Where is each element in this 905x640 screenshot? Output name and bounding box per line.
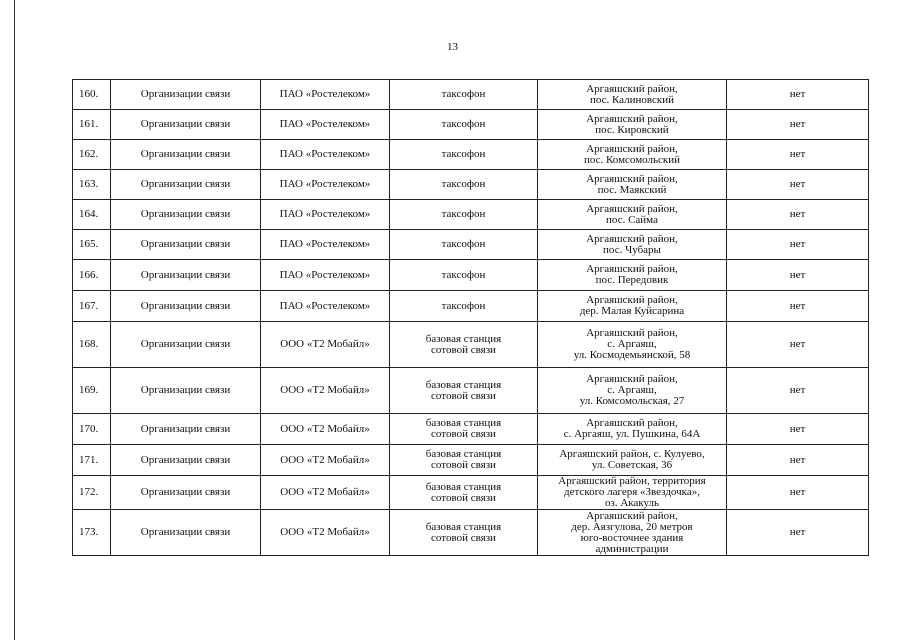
address-cell-line: пос. Сайма <box>606 213 658 226</box>
address-cell-line: с. Аргаяш, <box>607 338 657 350</box>
object-type-cell <box>390 322 538 368</box>
table-row <box>73 80 869 110</box>
operator-cell: ПАО «Ростелеком» <box>261 80 390 110</box>
address-cell-line: Аргаяшский район, <box>586 373 678 385</box>
object-type-cell <box>390 291 538 322</box>
object-type-cell <box>390 80 538 110</box>
object-type-cell-line: таксофон <box>441 268 486 281</box>
address-cell-line: Аргаяшский район, <box>586 294 678 306</box>
address-cell-line: ул. Комсомольская, 27 <box>579 395 685 407</box>
object-type-cell-line: сотовой связи <box>431 491 496 504</box>
address-cell-line: дер. Малая Куйсарина <box>579 305 685 317</box>
registry-table-body <box>73 80 869 556</box>
address-cell <box>538 260 727 291</box>
object-type-cell <box>390 200 538 230</box>
registry-table <box>72 79 869 556</box>
object-type-cell-line: таксофон <box>441 299 486 312</box>
address-cell-line: Аргаяшский район, с. Кулуево, <box>559 448 705 460</box>
object-type-cell <box>390 445 538 476</box>
address-cell-line: пос. Комсомольский <box>583 153 681 166</box>
object-type-cell <box>390 368 538 414</box>
address-cell-line: юго-восточнее здания <box>580 531 684 544</box>
operator-cell: ООО «Т2 Мобайл» <box>261 445 390 476</box>
address-cell-line: пос. Маякский <box>597 183 667 196</box>
object-type-cell-line: сотовой связи <box>431 531 496 544</box>
object-type-cell-line: базовая станция <box>425 417 502 429</box>
operator-cell: ООО «Т2 Мобайл» <box>261 476 390 510</box>
table-row <box>73 170 869 200</box>
object-type-cell <box>390 414 538 445</box>
category-cell: Организации связи <box>111 445 261 476</box>
page-edge-line <box>14 0 15 640</box>
object-type-cell <box>390 140 538 170</box>
operator-cell: ПАО «Ростелеком» <box>261 230 390 260</box>
row-number-cell: 168. <box>73 322 111 368</box>
category-cell: Организации связи <box>111 368 261 414</box>
table-row <box>73 414 869 445</box>
object-type-cell <box>390 110 538 140</box>
address-cell <box>538 510 727 556</box>
row-number-cell: 170. <box>73 414 111 445</box>
object-type-cell-line: базовая станция <box>425 520 502 533</box>
table-row <box>73 445 869 476</box>
page-number: 13 <box>447 41 458 53</box>
address-cell <box>538 230 727 260</box>
status-cell: нет <box>727 80 869 110</box>
row-number-cell: 160. <box>73 80 111 110</box>
category-cell: Организации связи <box>111 260 261 291</box>
row-number-cell: 173. <box>73 510 111 556</box>
table-row <box>73 368 869 414</box>
address-cell-line: оз. Акакуль <box>604 497 660 509</box>
address-cell-line: пос. Передовик <box>595 274 669 286</box>
operator-cell: ПАО «Ростелеком» <box>261 110 390 140</box>
address-cell-line: с. Аргаяш, ул. Пушкина, 64А <box>563 428 701 440</box>
row-number-cell: 165. <box>73 230 111 260</box>
address-cell-line: Аргаяшский район, <box>586 112 678 125</box>
row-number-cell: 169. <box>73 368 111 414</box>
address-cell <box>538 80 727 110</box>
status-cell: нет <box>727 322 869 368</box>
object-type-cell-line: таксофон <box>441 238 486 250</box>
category-cell: Организации связи <box>111 110 261 140</box>
address-cell <box>538 476 727 510</box>
row-number-cell: 161. <box>73 110 111 140</box>
status-cell: нет <box>727 140 869 170</box>
object-type-cell-line: сотовой связи <box>431 343 496 356</box>
address-cell-line: ул. Советская, 36 <box>591 459 673 471</box>
object-type-cell-line: базовая станция <box>425 448 502 460</box>
operator-cell: ПАО «Ростелеком» <box>261 260 390 291</box>
address-cell-line: пос. Чубары <box>603 243 661 256</box>
row-number-cell: 162. <box>73 140 111 170</box>
object-type-cell-line: базовая станция <box>425 332 502 345</box>
category-cell: Организации связи <box>111 322 261 368</box>
object-type-cell-line: сотовой связи <box>431 459 496 471</box>
address-cell-line: Аргаяшский район, <box>586 82 678 95</box>
object-type-cell <box>390 510 538 556</box>
row-number-cell: 167. <box>73 291 111 322</box>
operator-cell: ООО «Т2 Мобайл» <box>261 368 390 414</box>
row-number-cell: 163. <box>73 170 111 200</box>
address-cell-line: пос. Кировский <box>595 123 669 136</box>
operator-cell: ПАО «Ростелеком» <box>261 170 390 200</box>
status-cell: нет <box>727 291 869 322</box>
table-row <box>73 230 869 260</box>
address-cell-line: Аргаяшский район, территория <box>558 475 706 487</box>
address-cell <box>538 322 727 368</box>
address-cell-line: Аргаяшский район, <box>586 202 678 215</box>
address-cell <box>538 414 727 445</box>
operator-cell: ПАО «Ростелеком» <box>261 200 390 230</box>
address-cell-line: Аргаяшский район, <box>586 327 678 339</box>
table-row <box>73 110 869 140</box>
status-cell: нет <box>727 230 869 260</box>
address-cell-line: ул. Космодемьянской, 58 <box>573 349 691 361</box>
table-row <box>73 510 869 556</box>
object-type-cell-line: таксофон <box>441 208 486 220</box>
table-row <box>73 291 869 322</box>
address-cell-line: с. Аргаяш, <box>607 384 657 396</box>
object-type-cell <box>390 170 538 200</box>
category-cell: Организации связи <box>111 291 261 322</box>
address-cell <box>538 200 727 230</box>
category-cell: Организации связи <box>111 414 261 445</box>
operator-cell: ПАО «Ростелеком» <box>261 291 390 322</box>
status-cell: нет <box>727 260 869 291</box>
address-cell-line: Аргаяшский район, <box>586 172 678 185</box>
operator-cell: ООО «Т2 Мобайл» <box>261 510 390 556</box>
status-cell: нет <box>727 476 869 510</box>
row-number-cell: 172. <box>73 476 111 510</box>
object-type-cell-line: таксофон <box>441 118 486 130</box>
operator-cell: ООО «Т2 Мобайл» <box>261 414 390 445</box>
object-type-cell-line: базовая станция <box>425 378 502 391</box>
row-number-cell: 171. <box>73 445 111 476</box>
operator-cell: ПАО «Ростелеком» <box>261 140 390 170</box>
category-cell: Организации связи <box>111 140 261 170</box>
category-cell: Организации связи <box>111 230 261 260</box>
status-cell: нет <box>727 170 869 200</box>
address-cell <box>538 368 727 414</box>
category-cell: Организации связи <box>111 510 261 556</box>
address-cell <box>538 291 727 322</box>
address-cell <box>538 170 727 200</box>
status-cell: нет <box>727 510 869 556</box>
status-cell: нет <box>727 445 869 476</box>
address-cell <box>538 110 727 140</box>
address-cell-line: Аргаяшский район, <box>586 232 678 245</box>
row-number-cell: 164. <box>73 200 111 230</box>
object-type-cell-line: таксофон <box>441 88 486 100</box>
table-row <box>73 322 869 368</box>
object-type-cell <box>390 476 538 510</box>
address-cell-line: Аргаяшский район, <box>586 142 678 155</box>
address-cell-line: администрации <box>595 542 669 555</box>
table-row <box>73 140 869 170</box>
status-cell: нет <box>727 110 869 140</box>
operator-cell: ООО «Т2 Мобайл» <box>261 322 390 368</box>
row-number-cell: 166. <box>73 260 111 291</box>
table-row <box>73 200 869 230</box>
address-cell-line: Аргаяшский район, <box>586 417 678 429</box>
address-cell-line: детского лагеря «Звездочка», <box>564 486 700 498</box>
status-cell: нет <box>727 200 869 230</box>
category-cell: Организации связи <box>111 80 261 110</box>
object-type-cell <box>390 230 538 260</box>
status-cell: нет <box>727 414 869 445</box>
address-cell-line: дер. Аязгулова, 20 метров <box>571 520 693 533</box>
category-cell: Организации связи <box>111 200 261 230</box>
object-type-cell-line: базовая станция <box>425 480 502 493</box>
address-cell-line: Аргаяшский район, <box>586 263 678 275</box>
object-type-cell-line: таксофон <box>441 148 486 160</box>
address-cell <box>538 140 727 170</box>
table-row <box>73 260 869 291</box>
address-cell-line: Аргаяшский район, <box>586 509 678 522</box>
category-cell: Организации связи <box>111 170 261 200</box>
object-type-cell-line: таксофон <box>441 178 486 190</box>
object-type-cell-line: сотовой связи <box>431 389 496 402</box>
status-cell: нет <box>727 368 869 414</box>
table-row <box>73 476 869 510</box>
object-type-cell-line: сотовой связи <box>431 428 496 440</box>
address-cell <box>538 445 727 476</box>
address-cell-line: пос. Калиновский <box>589 93 675 106</box>
object-type-cell <box>390 260 538 291</box>
category-cell: Организации связи <box>111 476 261 510</box>
